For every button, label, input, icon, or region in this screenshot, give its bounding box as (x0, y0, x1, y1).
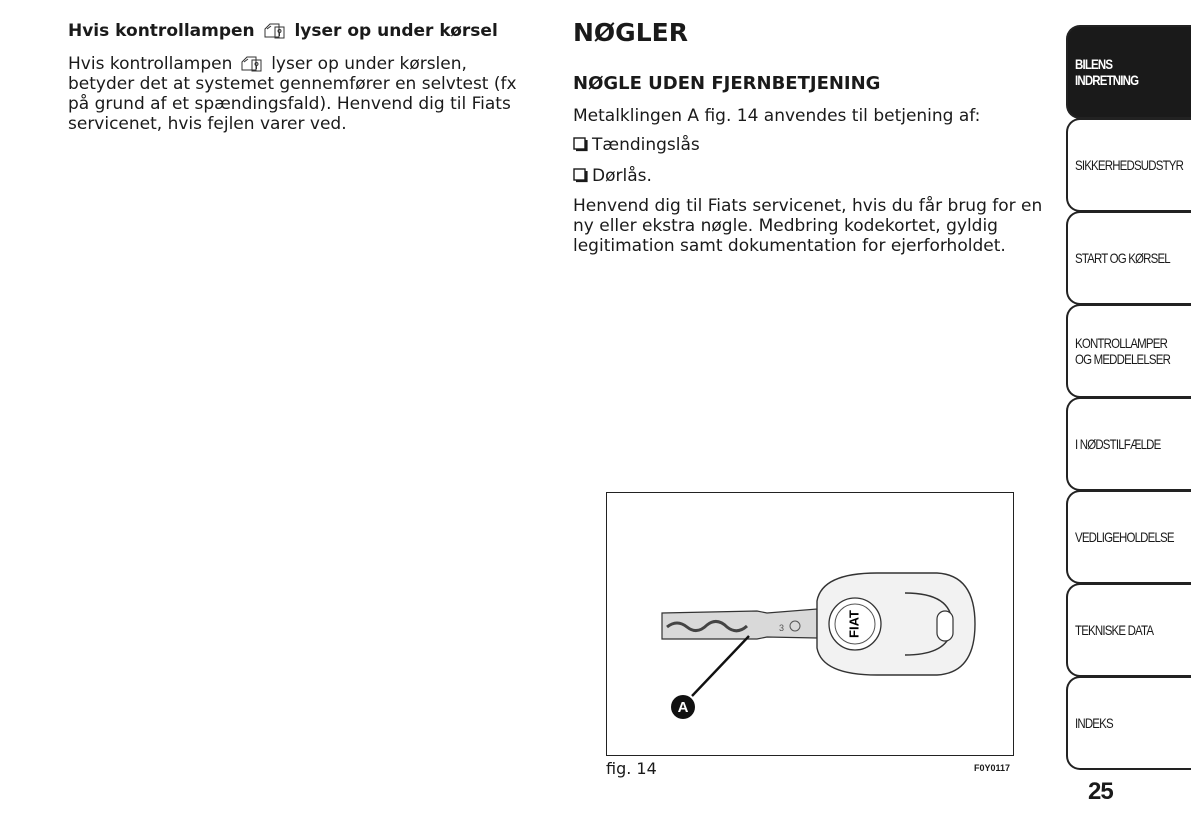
tab-kontrollamper[interactable]: KONTROLLAMPER OG MEDDELELSER (1066, 304, 1191, 398)
callout-label: A (677, 699, 689, 716)
closing-text: Henvend dig til Fiats servicenet, hvis du får brug for en ny eller ekstra nøgle. Medbring kodekortet, gyldig legitimation samt dokumentation for ejerforholdet. (573, 196, 1043, 256)
checkbox-bullet-icon (573, 137, 588, 152)
key-figure (606, 492, 1014, 756)
page-title: NØGLER (573, 18, 688, 47)
svg-text:3: 3 (779, 623, 785, 633)
figure-code: F0Y0117 (974, 763, 1011, 773)
callout-line (692, 636, 749, 696)
right-column (573, 18, 1048, 264)
key-warning-lamp-icon (263, 21, 287, 39)
tab-start-og-korsel[interactable]: START OG KØRSEL (1066, 211, 1191, 305)
tab-indeks[interactable]: INDEKS (1066, 676, 1191, 770)
tab-bilens-indretning[interactable]: BILENS INDRETNING (1066, 25, 1191, 119)
intro-text: Metalklingen A fig. 14 anvendes til betjening af: (573, 106, 981, 126)
left-column (68, 20, 538, 142)
warning-description: Hvis kontrollampen lyser op under kørslen, betyder det at systemet gennemfører en selvtest (fx på grund af et spændingsfald). Henvend dig til Fiats servicenet, hvis fejlen varer ved. (68, 54, 517, 134)
key-warning-lamp-icon (240, 54, 264, 72)
figure-caption: fig. 14 (606, 759, 657, 778)
tab-sikkerhedsudstyr[interactable]: SIKKERHEDSUDSTYR (1066, 118, 1191, 212)
tab-vedligeholdelse[interactable]: VEDLIGEHOLDELSE (1066, 490, 1191, 584)
list-item: Dørlås. (573, 165, 1048, 187)
list-item: Tændingslås (573, 134, 1048, 156)
tab-i-nodstilfaelde[interactable]: I NØDSTILFÆLDE (1066, 397, 1191, 491)
page-number: 25 (1088, 778, 1113, 805)
logo-text: FIAT (846, 610, 862, 638)
key-illustration (607, 493, 1013, 755)
chapter-tabs (1066, 25, 1191, 773)
tab-tekniske-data[interactable]: TEKNISKE DATA (1066, 583, 1191, 677)
section-heading: NØGLE UDEN FJERNBETJENING (573, 73, 881, 94)
checkbox-bullet-icon (573, 168, 588, 183)
warning-subheading: Hvis kontrollampen lyser op under kørsel (68, 21, 498, 41)
